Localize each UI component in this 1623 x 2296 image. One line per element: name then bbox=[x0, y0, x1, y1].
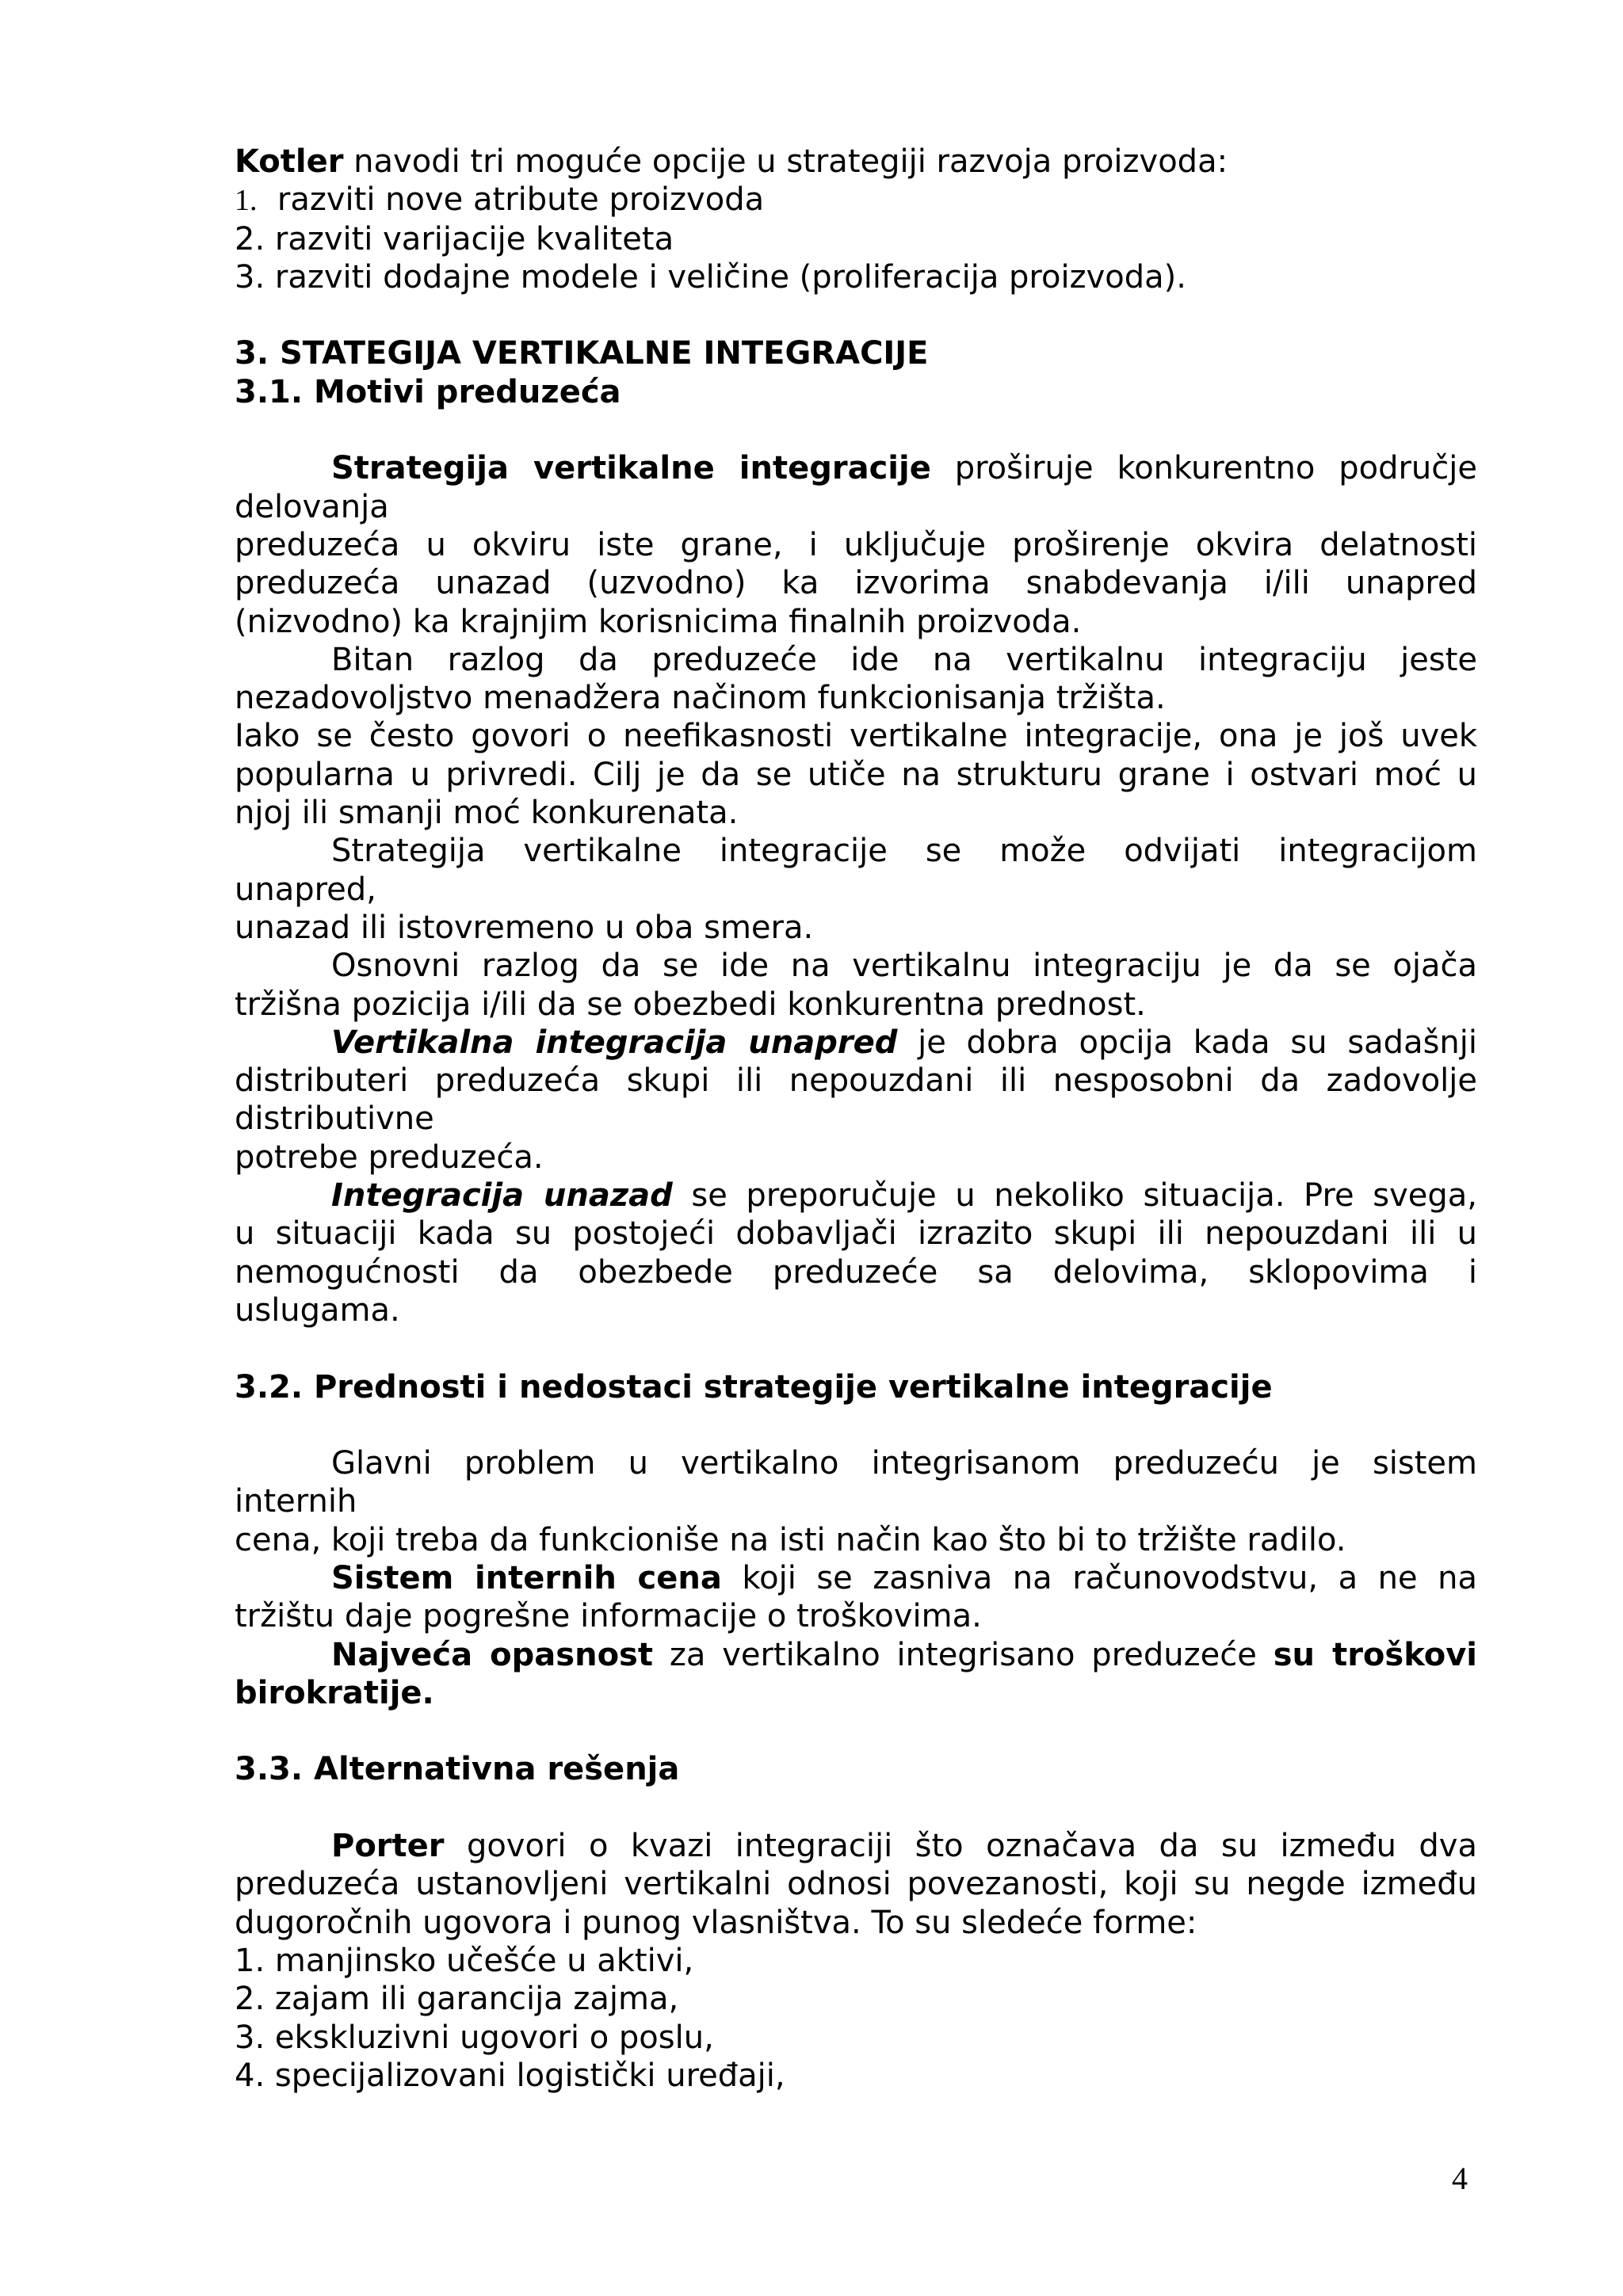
text-line bbox=[235, 1827, 1477, 1865]
bold-term: Sistem internih cena bbox=[331, 1559, 722, 1596]
text-line: tržištu daje pogrešne informacije o troškovima. bbox=[235, 1598, 982, 1635]
bold-term: Strategija vertikalne integracije bbox=[331, 450, 931, 487]
bold-term: su troškovi bbox=[1273, 1636, 1478, 1673]
list-text: razviti varijacije kvaliteta bbox=[265, 220, 674, 257]
text-line: preduzeća u okviru iste grane, i uključuje proširenje okvira delatnosti bbox=[235, 526, 1477, 563]
text-line bbox=[235, 1559, 1477, 1597]
text-span: se preporučuje u nekoliko situacija. Pre svega, bbox=[672, 1177, 1477, 1215]
text-line bbox=[235, 1177, 1477, 1215]
text-line: Strategija vertikalne integracije se može odvijati integracijom bbox=[331, 833, 1477, 870]
text-line: Iako se često govori o neefikasnosti vertikalne integracije, ona je još uvek bbox=[235, 718, 1477, 755]
text-line: (nizvodno) ka krajnjim korisnicima finalnih proizvoda. bbox=[235, 603, 1082, 640]
spacer bbox=[235, 1406, 1477, 1444]
text-line: unapred, bbox=[235, 871, 376, 908]
intro-list-item bbox=[235, 258, 1477, 296]
text-line: preduzeća ustanovljeni vertikalni odnosi povezanosti, koji su negde između bbox=[235, 1866, 1477, 1903]
intro-text: navodi tri moguće opcije u strategiji razvoja proizvoda: bbox=[343, 143, 1228, 180]
text-line: nezadovoljstvo menadžera načinom funkcionisanja tržišta. bbox=[235, 680, 1166, 717]
bold-italic-term: Integracija unazad bbox=[331, 1177, 673, 1215]
bold-term: Najveća opasnost bbox=[331, 1636, 653, 1673]
list-item: 2. zajam ili garancija zajma, bbox=[235, 1981, 679, 2018]
bold-term: Porter bbox=[331, 1828, 445, 1865]
text-line bbox=[235, 1024, 1477, 1062]
text-line: dugoročnih ugovora i punog vlasništva. To su sledeće forme: bbox=[235, 1904, 1197, 1941]
spacer bbox=[235, 1789, 1477, 1827]
text-line: unazad ili istovremeno u oba smera. bbox=[235, 909, 814, 946]
list-item: 1. manjinsko učešće u aktivi, bbox=[235, 1942, 694, 1979]
text-line: cena, koji treba da funkcioniše na isti način kao što bi to tržište radilo. bbox=[235, 1521, 1346, 1558]
subsection-heading: 3.1. Motivi preduzeća bbox=[235, 373, 621, 410]
text-span: govori o kvazi integraciji što označava da su između dva bbox=[444, 1828, 1477, 1865]
text-line: nemogućnosti da obezbede preduzeće sa delovima, sklopovima i bbox=[235, 1253, 1477, 1291]
text-line: delovanja bbox=[235, 488, 389, 525]
intro-paragraph bbox=[235, 143, 1477, 181]
subsection-heading: 3.3. Alternativna rešenja bbox=[235, 1751, 680, 1788]
spacer bbox=[235, 1712, 1477, 1750]
text-line: distributivne bbox=[235, 1100, 434, 1138]
text-line: u situaciji kada su postojeći dobavljači izrazito skupi ili nepouzdani ili u bbox=[235, 1215, 1477, 1253]
text-line: uslugama. bbox=[235, 1291, 400, 1329]
list-item: 3. ekskluzivni ugovori o poslu, bbox=[235, 2019, 714, 2056]
text-line: potrebe preduzeća. bbox=[235, 1138, 544, 1176]
text-span: koji se zasniva na računovodstvu, a ne na bbox=[721, 1559, 1477, 1596]
bold-italic-term: Vertikalna integracija unapred bbox=[331, 1024, 898, 1061]
list-item: 4. specijalizovani logistički uređaji, bbox=[235, 2057, 785, 2094]
page-number: 4 bbox=[1452, 2161, 1468, 2196]
text-line: tržišna pozicija i/ili da se obezbedi konkurentna prednost. bbox=[235, 986, 1146, 1023]
author-name: Kotler bbox=[235, 143, 344, 180]
text-line bbox=[235, 1636, 1477, 1674]
text-line bbox=[235, 449, 1477, 487]
document-page bbox=[235, 143, 1477, 2095]
text-line: internih bbox=[235, 1483, 357, 1520]
list-number: 2. bbox=[235, 220, 265, 257]
text-line: distributeri preduzeća skupi ili nepouzdani ili nesposobni da zadovolje bbox=[235, 1062, 1477, 1100]
text-line: preduzeća unazad (uzvodno) ka izvorima snabdevanja i/ili unapred bbox=[235, 565, 1477, 602]
subsection-heading: 3.2. Prednosti i nedostaci strategije vertikalne integracije bbox=[235, 1368, 1273, 1405]
list-text: razviti dodajne modele i veličine (proliferacija proizvoda). bbox=[265, 258, 1186, 296]
text-line: Osnovni razlog da se ide na vertikalnu integraciju je da se ojača bbox=[331, 948, 1477, 985]
text-line: njoj ili smanji moć konkurenata. bbox=[235, 795, 739, 832]
text-line: birokratije. bbox=[235, 1674, 434, 1711]
text-span: proširuje konkurentno područje bbox=[930, 450, 1477, 487]
text-span: za vertikalno integrisano preduzeće bbox=[652, 1636, 1274, 1673]
section-heading: 3. STATEGIJA VERTIKALNE INTEGRACIJE bbox=[235, 335, 929, 372]
text-line: popularna u privredi. Cilj je da se utiče na strukturu grane i ostvari moć u bbox=[235, 756, 1477, 793]
list-number: 3. bbox=[235, 258, 265, 296]
text-line: Glavni problem u vertikalno integrisanom preduzeću je sistem bbox=[331, 1445, 1477, 1482]
list-text: razviti nove atribute proizvoda bbox=[257, 181, 765, 219]
spacer bbox=[235, 1329, 1477, 1367]
spacer bbox=[235, 411, 1477, 449]
intro-list-item bbox=[235, 181, 1477, 219]
text-line: Bitan razlog da preduzeće ide na vertikalnu integraciju jeste bbox=[331, 641, 1477, 678]
list-number: 1. bbox=[235, 184, 258, 218]
intro-list-item bbox=[235, 220, 1477, 258]
text-span: je dobra opcija kada su sadašnji bbox=[897, 1024, 1477, 1061]
spacer bbox=[235, 296, 1477, 334]
